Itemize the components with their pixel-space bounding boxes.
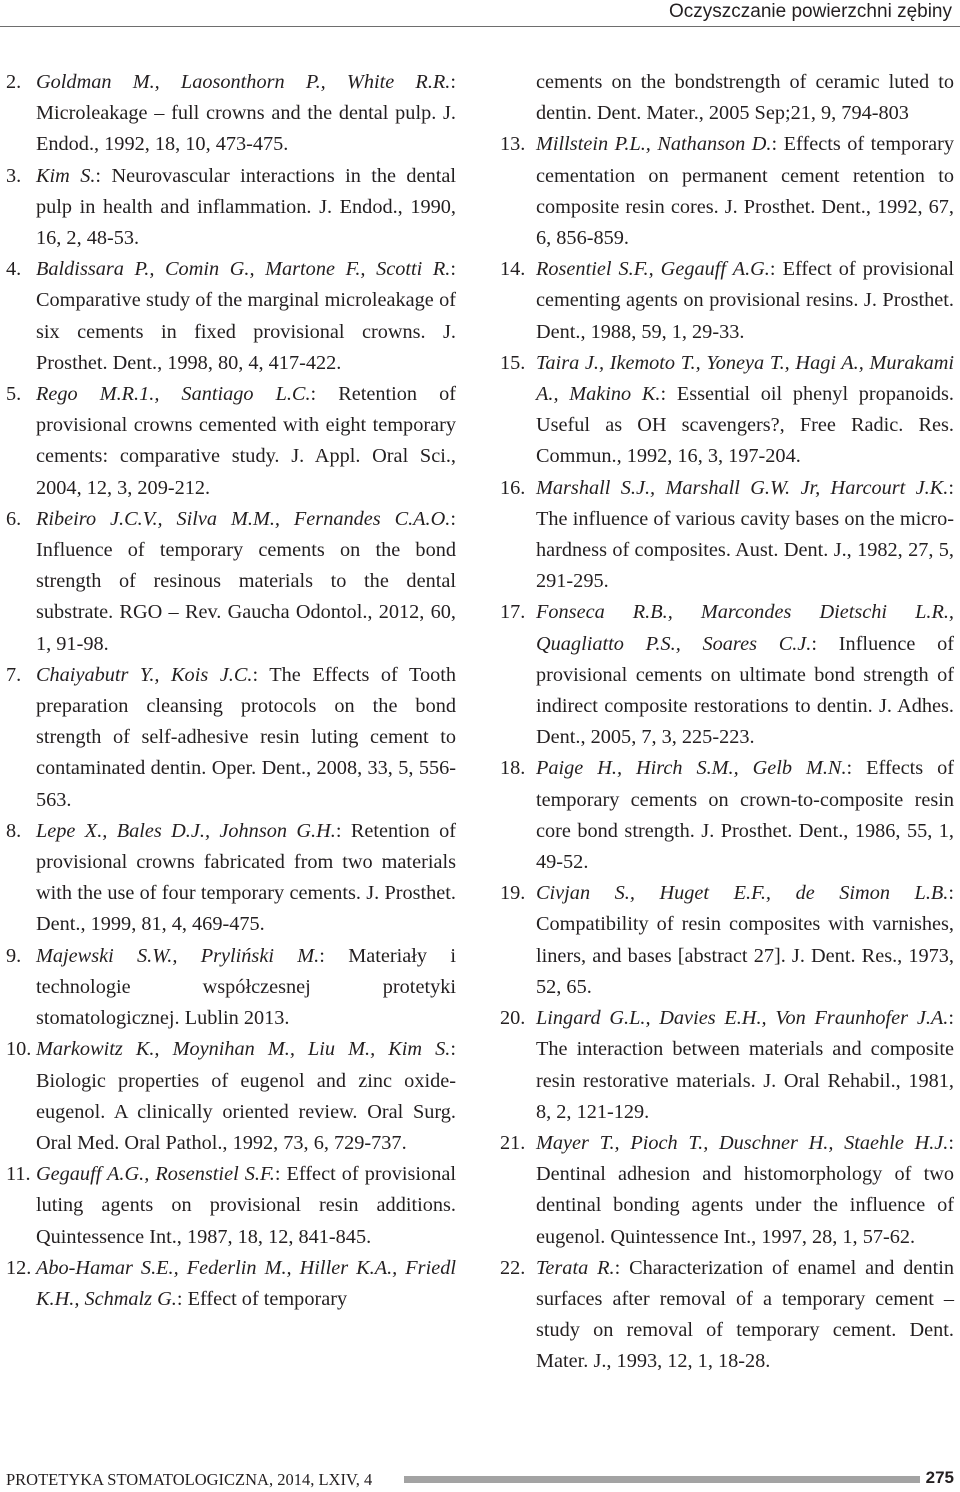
reference-continuation bbox=[500, 67, 954, 129]
reference-authors: Mayer T., Pioch T., Duschner H., Staehle H.J. bbox=[536, 1131, 949, 1154]
reference-text: Effects of temporary cements on crown-to-composite resin core bond strength. J. Prosthet. Dent., 1986, 55, 1, 49-52. bbox=[536, 757, 954, 874]
reference-number: 5. bbox=[6, 383, 22, 406]
reference-item: 7. Chaiyabutr Y., Kois J.C.: The Effects of Tooth preparation cleansing protocols on the bond strength of self-adhesive resin luting cement to contaminated dentin. Oper. Dent., 2008, 33, 5, 556-563. bbox=[6, 660, 456, 816]
reference-text: Effect of provisional luting agents on provisional resin additions. Quintessence Int., 1987, 18, 12, 841-845. bbox=[36, 1163, 456, 1248]
reference-number: 3. bbox=[6, 164, 22, 187]
reference-authors: Majewski S.W., Pryliński M. bbox=[36, 944, 320, 967]
reference-number: 19. bbox=[500, 882, 526, 905]
reference-authors: Rego M.R.1., Santiago L.C. bbox=[36, 383, 311, 406]
reference-item: 16. Marshall S.J., Marshall G.W. Jr, Harcourt J.K.: The influence of various cavity bases on the micro-hardness of composites. Aust. Dent. J., 1982, 27, 5, 291-295. bbox=[500, 473, 954, 598]
reference-authors: Marshall S.J., Marshall G.W. Jr, Harcourt J.K. bbox=[536, 476, 949, 499]
reference-authors: Rosentiel S.F., Gegauff A.G. bbox=[536, 258, 770, 281]
reference-number: 16. bbox=[500, 476, 526, 499]
reference-authors: Fonseca R.B., Marcondes Dietschi L.R., Quagliatto P.S., Soares C.J. bbox=[536, 601, 954, 655]
reference-number: 10. bbox=[6, 1038, 32, 1061]
reference-number: 17. bbox=[500, 601, 526, 624]
reference-authors: Lingard G.L., Davies E.H., Von Fraunhofer J.A. bbox=[536, 1007, 949, 1030]
reference-authors: Millstein P.L., Nathanson D. bbox=[536, 133, 772, 156]
reference-text: Influence of provisional cements on ultimate bond strength of indirect composite restorations to dentin. J. Adhes. Dent., 2005, 7, 3, 225-223. bbox=[536, 632, 954, 749]
running-title: Oczyszczanie powierzchni zębiny bbox=[668, 1, 952, 22]
reference-item: 19. Civjan S., Huget E.F., de Simon L.B.: Compatibility of resin composites with varnishes, liners, and bases [abstract 27]. J. Dent. Res., 1973, 52, 65. bbox=[500, 878, 954, 1003]
reference-text: Effect of temporary bbox=[187, 1287, 348, 1310]
reference-text: Comparative study of the marginal microleakage of six cements in fixed provisional crowns. J. Prosthet. Dent., 1998, 80, 4, 417-422. bbox=[36, 289, 456, 374]
reference-item: 14. Rosentiel S.F., Gegauff A.G.: Effect of provisional cementing agents on provisional resins. J. Prosthet. Dent., 1988, 59, 1, 29-33. bbox=[500, 254, 954, 348]
reference-number: 18. bbox=[500, 757, 526, 780]
reference-item: 13. Millstein P.L., Nathanson D.: Effects of temporary cementation on permanent cement retention to composite resin cores. J. Prosthet. Dent., 1992, 67, 6, 856-859. bbox=[500, 129, 954, 254]
reference-item: 12. Abo-Hamar S.E., Federlin M., Hiller K.A., Friedl K.H., Schmalz G.: Effect of temporary bbox=[6, 1253, 456, 1315]
reference-number: 22. bbox=[500, 1256, 526, 1279]
reference-number: 7. bbox=[6, 663, 22, 686]
reference-number: 11. bbox=[6, 1163, 31, 1186]
reference-item: 17. Fonseca R.B., Marcondes Dietschi L.R., Quagliatto P.S., Soares C.J.: Influence of provisional cements on ultimate bond strength of indirect composite restorations to dentin. J. Adhes. Dent., 2005, 7, 3, 225-223. bbox=[500, 597, 954, 753]
reference-item: 10. Markowitz K., Moynihan M., Liu M., Kim S.: Biologic properties of eugenol and zinc oxide-eugenol. A clinically oriented review. Oral Surg. Oral Med. Oral Pathol., 1992, 73, 6, 729-737. bbox=[6, 1034, 456, 1159]
reference-authors: Goldman M., Laosonthorn P., White R.R. bbox=[36, 71, 451, 93]
reference-item: 2. Goldman M., Laosonthorn P., White R.R.: Microleakage – full crowns and the dental pulp. J. Endod., 1992, 18, 10, 473-475. bbox=[6, 67, 456, 161]
reference-text: Essential oil phenyl propanoids. Useful as OH scavengers?, Free Radic. Res. Commun., 1992, 16, 3, 197-204. bbox=[536, 383, 954, 468]
reference-number: 14. bbox=[500, 258, 526, 281]
reference-item: 15. Taira J., Ikemoto T., Yoneya T., Hagi A., Murakami A., Makino K.: Essential oil phenyl propanoids. Useful as OH scavengers?, Free Radic. Res. Commun., 1992, 16, 3, 197-204. bbox=[500, 348, 954, 473]
reference-number: 2. bbox=[6, 71, 22, 93]
reference-item: 22. Terata R.: Characterization of enamel and dentin surfaces after removal of a temporary cement – study on removal of temporary cement. Dent. Mater. J., 1993, 12, 1, 18-28. bbox=[500, 1253, 954, 1378]
reference-text: cements on the bondstrength of ceramic luted to dentin. Dent. Mater., 2005 Sep;21, 9, 794-803 bbox=[536, 71, 954, 125]
reference-authors: Markowitz K., Moynihan M., Liu M., Kim S. bbox=[36, 1038, 451, 1061]
reference-number: 12. bbox=[6, 1256, 32, 1279]
reference-text: The influence of various cavity bases on the micro-hardness of composites. Aust. Dent. J., 1982, 27, 5, 291-295. bbox=[536, 507, 954, 593]
reference-text: Retention of provisional crowns fabricated from two materials with the use of four temporary cements. J. Prosthet. Dent., 1999, 81, 4, 469-475. bbox=[36, 819, 456, 936]
reference-authors: Taira J., Ikemoto T., Yoneya T., Hagi A., Murakami A., Makino K. bbox=[536, 351, 954, 406]
reference-number: 21. bbox=[500, 1131, 526, 1154]
references-column-left bbox=[6, 67, 456, 1315]
reference-authors: Kim S. bbox=[36, 164, 96, 187]
reference-text: Microleakage – full crowns and the dental pulp. J. Endod., 1992, 18, 10, 473-475. bbox=[36, 102, 456, 156]
reference-text: Effects of temporary cementation on permanent cement retention to composite resin cores. J. Prosthet. Dent., 1992, 67, 6, 856-859. bbox=[536, 133, 954, 250]
reference-item: 4. Baldissara P., Comin G., Martone F., Scotti R.: Comparative study of the marginal microleakage of six cements in fixed provisional crowns. J. Prosthet. Dent., 1998, 80, 4, 417-422. bbox=[6, 254, 456, 379]
references-column-right bbox=[500, 67, 954, 1378]
reference-number: 20. bbox=[500, 1007, 526, 1030]
reference-number: 4. bbox=[6, 258, 22, 281]
reference-text: Influence of temporary cements on the bond strength of resinous materials to the dental substrate. RGO – Rev. Gaucha Odontol., 2012, 60, 1, 91-98. bbox=[36, 539, 456, 655]
reference-text: Biologic properties of eugenol and zinc oxide-eugenol. A clinically oriented review. Oral Surg. Oral Med. Oral Pathol., 1992, 73, 6, 729-737. bbox=[36, 1069, 456, 1154]
reference-text: Neurovascular interactions in the dental pulp in health and inflammation. J. Endod., 1990, 16, 2, 48-53. bbox=[36, 164, 456, 250]
reference-item: 18. Paige H., Hirch S.M., Gelb M.N.: Effects of temporary cements on crown-to-composite resin core bond strength. J. Prosthet. Dent., 1986, 55, 1, 49-52. bbox=[500, 753, 954, 878]
reference-number: 13. bbox=[500, 133, 526, 156]
reference-authors: Terata R. bbox=[536, 1256, 615, 1279]
reference-number: 8. bbox=[6, 819, 22, 842]
reference-number: 9. bbox=[6, 944, 22, 967]
reference-item: 5. Rego M.R.1., Santiago L.C.: Retention of provisional crowns cemented with eight temporary cements: comparative study. J. Appl. Oral Sci., 2004, 12, 3, 209-212. bbox=[6, 379, 456, 504]
reference-text: Retention of provisional crowns cemented with eight temporary cements: comparative study. J. Appl. Oral Sci., 2004, 12, 3, 209-212. bbox=[36, 383, 456, 499]
reference-text: Dentinal adhesion and histomorphology of two dentinal bonding agents under the influence of eugenol. Quintessence Int., 1997, 28, 1, 57-62. bbox=[536, 1163, 954, 1248]
reference-text: Characterization of enamel and dentin surfaces after removal of a temporary cement – study on removal of temporary cement. Dent. Mater. J., 1993, 12, 1, 18-28. bbox=[536, 1256, 954, 1373]
reference-text: Effect of provisional cementing agents on provisional resins. J. Prosthet. Dent., 1988, 59, 1, 29-33. bbox=[536, 258, 954, 343]
reference-item: 8. Lepe X., Bales D.J., Johnson G.H.: Retention of provisional crowns fabricated from two materials with the use of four temporary cements. J. Prosthet. Dent., 1999, 81, 4, 469-475. bbox=[6, 816, 456, 941]
reference-authors: Paige H., Hirch S.M., Gelb M.N. bbox=[536, 757, 847, 780]
page-header bbox=[0, 0, 960, 27]
reference-text: The interaction between materials and composite resin restorative materials. J. Oral Rehabil., 1981, 8, 2, 121-129. bbox=[536, 1038, 954, 1123]
reference-text: The Effects of Tooth preparation cleansing protocols on the bond strength of self-adhesive resin luting cement to contaminated dentin. Oper. Dent., 2008, 33, 5, 556-563. bbox=[36, 663, 457, 811]
reference-authors: Lepe X., Bales D.J., Johnson G.H. bbox=[36, 819, 336, 842]
reference-authors: Baldissara P., Comin G., Martone F., Scotti R. bbox=[36, 258, 451, 281]
reference-authors: Ribeiro J.C.V., Silva M.M., Fernandes C.A.O. bbox=[36, 507, 451, 530]
reference-text: Compatibility of resin composites with varnishes, liners, and bases [abstract 27]. J. Dent. Res., 1973, 52, 65. bbox=[536, 913, 954, 998]
reference-authors: Abo-Hamar S.E., Federlin M., Hiller K.A., Friedl K.H., Schmalz G. bbox=[36, 1256, 456, 1310]
reference-number: 15. bbox=[500, 351, 526, 374]
reference-number: 6. bbox=[6, 507, 22, 530]
reference-authors: Chaiyabutr Y., Kois J.C. bbox=[36, 663, 253, 686]
reference-item: 6. Ribeiro J.C.V., Silva M.M., Fernandes C.A.O.: Influence of temporary cements on the bond strength of resinous materials to the dental substrate. RGO – Rev. Gaucha Odontol., 2012, 60, 1, 91-98. bbox=[6, 504, 456, 660]
reference-item: 11. Gegauff A.G., Rosenstiel S.F.: Effect of provisional luting agents on provisional resin additions. Quintessence Int., 1987, 18, 12, 841-845. bbox=[6, 1159, 456, 1253]
reference-item: 3. Kim S.: Neurovascular interactions in the dental pulp in health and inflammation. J. Endod., 1990, 16, 2, 48-53. bbox=[6, 161, 456, 255]
reference-text: Materiały i technologie współczesnej protetyki stomatologicznej. Lublin 2013. bbox=[36, 944, 456, 1030]
page-footer bbox=[0, 1470, 960, 1492]
reference-item: 21. Mayer T., Pioch T., Duschner H., Staehle H.J.: Dentinal adhesion and histomorphology of two dentinal bonding agents under the influence of eugenol. Quintessence Int., 1997, 28, 1, 57-62. bbox=[500, 1128, 954, 1253]
journal-name: PROTETYKA STOMATOLOGICZNA, 2014, LXIV, 4 bbox=[6, 1470, 373, 1489]
reference-item: 20. Lingard G.L., Davies E.H., Von Fraunhofer J.A.: The interaction between materials and composite resin restorative materials. J. Oral Rehabil., 1981, 8, 2, 121-129. bbox=[500, 1003, 954, 1128]
reference-authors: Civjan S., Huget E.F., de Simon L.B. bbox=[536, 882, 949, 905]
reference-authors: Gegauff A.G., Rosenstiel S.F. bbox=[36, 1163, 275, 1186]
page-number: 275 bbox=[925, 1468, 954, 1487]
footer-divider-bar bbox=[404, 1476, 920, 1483]
reference-item: 9. Majewski S.W., Pryliński M.: Materiały i technologie współczesnej protetyki stomatologicznej. Lublin 2013. bbox=[6, 941, 456, 1035]
